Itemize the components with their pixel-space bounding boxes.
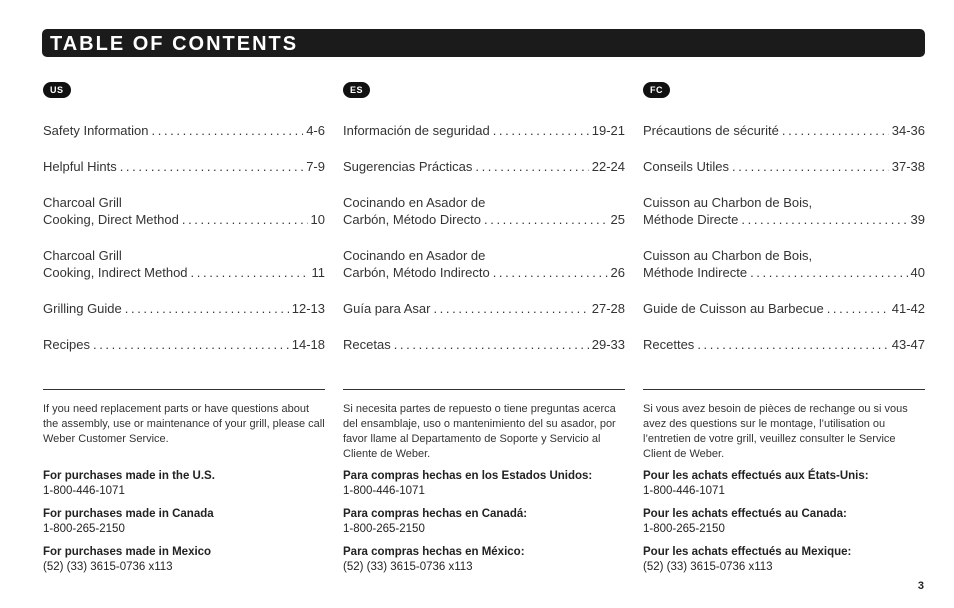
toc-entry-pages: 10 <box>310 212 325 227</box>
contact-block <box>343 545 625 575</box>
toc-entry-title: Información de seguridad <box>343 123 490 138</box>
dot-leader <box>394 336 589 353</box>
toc-entry-title: Méthode Directe <box>643 212 739 227</box>
toc-entry-title: Charcoal Grill <box>43 248 122 263</box>
dot-leader <box>484 211 608 228</box>
dot-leader <box>93 336 289 353</box>
toc-entry-pages: 11 <box>311 265 325 280</box>
toc-entry-pages: 43-47 <box>891 337 925 352</box>
toc-entry-title: Cooking, Direct Method <box>43 212 179 227</box>
dot-leader <box>125 300 289 317</box>
contact-heading: Para compras hechas en los Estados Unidos: <box>343 470 593 482</box>
toc-column-us <box>43 80 325 573</box>
toc-entry-pages: 19-21 <box>591 123 625 138</box>
toc-entry <box>643 122 925 139</box>
toc-entry-title: Carbón, Método Directo <box>343 212 482 227</box>
toc-entry-title: Helpful Hints <box>43 159 117 174</box>
toc-entry-title: Recetas <box>343 337 391 352</box>
language-badge: FC <box>643 82 670 98</box>
contact-block <box>643 469 925 499</box>
contact-block <box>43 545 325 575</box>
toc-entry-title: Sugerencias Prácticas <box>343 159 473 174</box>
toc-entry-title: Recettes <box>643 337 695 352</box>
contact-heading: For purchases made in Mexico <box>43 546 212 558</box>
contact-heading: Para compras hechas en México: <box>343 546 525 558</box>
toc-entry <box>643 194 925 228</box>
divider <box>43 389 325 390</box>
toc-entry <box>343 194 625 228</box>
contact-phone: 1-800-265-2150 <box>43 523 125 535</box>
toc-entry-pages: 12-13 <box>291 301 325 316</box>
toc-entry-title: Méthode Indirecte <box>643 265 748 280</box>
dot-leader <box>433 300 588 317</box>
toc-entry-pages: 40 <box>910 265 925 280</box>
contact-phone: 1-800-446-1071 <box>343 485 425 497</box>
toc-entry-pages: 27-28 <box>591 301 625 316</box>
contact-block <box>343 469 625 499</box>
contact-phone: (52) (33) 3615-0736 x113 <box>343 561 473 573</box>
toc-entry <box>643 158 925 175</box>
toc-entry-title: Conseils Utiles <box>643 159 729 174</box>
contact-phone: 1-800-446-1071 <box>43 485 125 497</box>
toc-entry-pages: 7-9 <box>306 159 325 174</box>
toc-entry-pages: 34-36 <box>891 123 925 138</box>
toc-entry-title: Safety Information <box>43 123 149 138</box>
dot-leader <box>827 300 889 317</box>
contact-phone: 1-800-265-2150 <box>343 523 425 535</box>
contact-phone: (52) (33) 3615-0736 x113 <box>643 561 773 573</box>
contact-heading: Pour les achats effectués aux États-Unis: <box>643 470 869 482</box>
toc-entry-pages: 26 <box>610 265 625 280</box>
contact-phone: 1-800-446-1071 <box>643 485 725 497</box>
toc-entry-pages: 29-33 <box>591 337 625 352</box>
page-number: 3 <box>917 580 924 592</box>
dot-leader <box>475 158 588 175</box>
dot-leader <box>120 158 304 175</box>
toc-entry <box>643 300 925 317</box>
toc-entry <box>343 247 625 281</box>
toc-entry-title: Cooking, Indirect Method <box>43 265 188 280</box>
toc-entry-title: Grilling Guide <box>43 301 122 316</box>
service-info-text: Si necesita partes de repuesto o tiene preguntas acerca del ensamblaje, uso o mantenimiento del su asador, por favor llame al Departamento de Soporte y Servicio al Cliente de Weber. <box>343 403 616 460</box>
toc-entry <box>643 247 925 281</box>
toc-entry-title: Charcoal Grill <box>43 195 122 210</box>
divider <box>343 389 625 390</box>
toc-entry <box>343 336 625 353</box>
toc-entry-title: Cuisson au Charbon de Bois, <box>643 195 813 210</box>
contact-heading: For purchases made in the U.S. <box>43 470 215 482</box>
dot-leader <box>493 264 608 281</box>
contact-heading: Pour les achats effectués au Mexique: <box>643 546 852 558</box>
toc-entry-pages: 22-24 <box>591 159 625 174</box>
divider <box>643 389 925 390</box>
toc-entry <box>343 300 625 317</box>
contact-block <box>643 507 925 537</box>
dot-leader <box>741 211 907 228</box>
contact-phone: 1-800-265-2150 <box>643 523 725 535</box>
dot-leader <box>782 122 889 139</box>
contact-block <box>43 507 325 537</box>
toc-entry <box>43 122 325 139</box>
toc-entry-title: Cuisson au Charbon de Bois, <box>643 248 813 263</box>
contact-block <box>43 469 325 499</box>
toc-entry-title: Cocinando en Asador de <box>343 195 486 210</box>
service-info-text: If you need replacement parts or have questions about the assembly, use or maintenance of your grill, please call Weber Customer Service. <box>43 403 325 445</box>
toc-entry-pages: 41-42 <box>891 301 925 316</box>
dot-leader <box>697 336 888 353</box>
contact-block <box>643 545 925 575</box>
toc-entry <box>343 158 625 175</box>
dot-leader <box>182 211 308 228</box>
toc-entry <box>43 194 325 228</box>
contact-heading: Para compras hechas en Canadá: <box>343 508 528 520</box>
contact-phone: (52) (33) 3615-0736 x113 <box>43 561 173 573</box>
toc-column-es <box>343 80 625 573</box>
toc-entry-title: Guide de Cuisson au Barbecue <box>643 301 824 316</box>
toc-entry <box>43 158 325 175</box>
contact-block <box>343 507 625 537</box>
toc-entry-pages: 37-38 <box>891 159 925 174</box>
dot-leader <box>750 264 907 281</box>
toc-entry-title: Précautions de sécurité <box>643 123 779 138</box>
toc-entry-pages: 25 <box>610 212 625 227</box>
toc-entry-pages: 39 <box>910 212 925 227</box>
toc-entry-pages: 14-18 <box>291 337 325 352</box>
toc-entry-title: Carbón, Método Indirecto <box>343 265 490 280</box>
language-badge: ES <box>343 82 370 98</box>
language-badge: US <box>43 82 71 98</box>
toc-column-fc <box>643 80 925 573</box>
toc-entry-title: Cocinando en Asador de <box>343 248 486 263</box>
toc-entry <box>43 336 325 353</box>
dot-leader <box>152 122 304 139</box>
toc-entry <box>43 247 325 281</box>
contact-heading: For purchases made in Canada <box>43 508 214 520</box>
dot-leader <box>191 264 309 281</box>
service-info-text: Si vous avez besoin de pièces de rechange ou si vous avez des questions sur le montage, l’utilisation ou l’entretien de votre grill, veuillez consulter le Service Client de Weber. <box>643 403 908 460</box>
toc-entry-title: Recipes <box>43 337 90 352</box>
page-title: TABLE OF CONTENTS <box>42 29 925 57</box>
toc-entry <box>43 300 325 317</box>
toc-entry-pages: 4-6 <box>306 123 325 138</box>
dot-leader <box>732 158 889 175</box>
toc-entry-title: Guía para Asar <box>343 301 431 316</box>
toc-entry <box>643 336 925 353</box>
toc-entry <box>343 122 625 139</box>
contact-heading: Pour les achats effectués au Canada: <box>643 508 847 520</box>
dot-leader <box>493 122 589 139</box>
